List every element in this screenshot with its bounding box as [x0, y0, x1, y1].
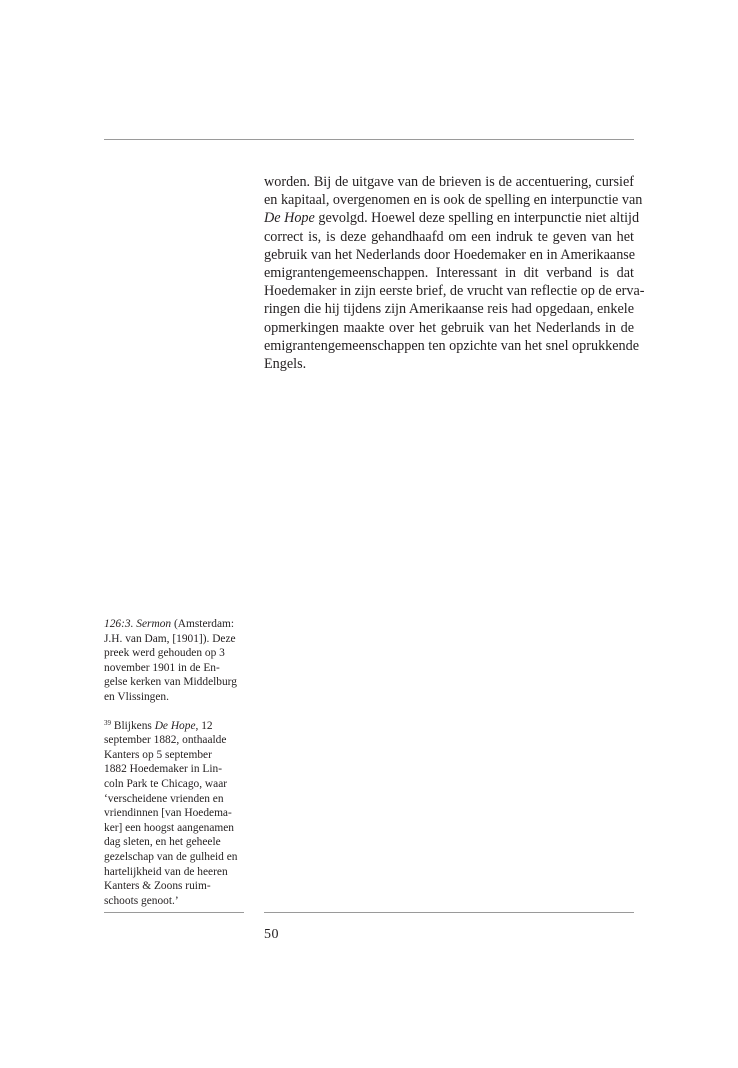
main-body-text	[264, 173, 645, 373]
note-ref: 126:3.	[104, 618, 134, 630]
note-line: Kanters & Zoons ruim-	[104, 880, 211, 893]
note-line: hartelijkheid van de heeren	[104, 865, 228, 878]
body-line: emigrantengemeenschappen ten opzichte van het snel oprukkende	[264, 337, 640, 354]
footer-rule-right	[264, 912, 634, 913]
body-line: correct is, is deze gehandhaafd om een indruk te geven van het	[264, 228, 634, 245]
body-line: Hoedemaker in zijn eerste brief, de vrucht van reflectie op de erva-	[264, 283, 645, 300]
footnote-number: 39	[104, 718, 111, 727]
body-line: ringen die hij tijdens zijn Amerikaanse reis had opgedaan, enkele	[264, 301, 634, 318]
body-line: emigrantengemeenschappen. Interessant in dit verband is dat	[264, 265, 634, 282]
margin-note	[104, 617, 246, 705]
body-line	[264, 209, 640, 227]
note-line: J.H. van Dam, [1901]). Deze	[104, 632, 236, 645]
note-line: schoots genoot.’	[104, 894, 179, 907]
note-title: De Hope	[154, 719, 196, 732]
note-line: september 1882, onthaalde	[104, 734, 227, 747]
note-line: ‘verscheidene vrienden en	[104, 792, 224, 805]
footnote	[104, 716, 246, 909]
body-line: Engels.	[264, 356, 307, 373]
note-line: preek werd gehouden op 3	[104, 647, 225, 660]
note-line: 1882 Hoedemaker in Lin-	[104, 763, 222, 776]
header-rule	[104, 139, 634, 140]
note-line: gezelschap van de gulheid en	[104, 850, 238, 863]
note-line: Kanters op 5 september	[104, 748, 212, 761]
margin-notes	[104, 617, 246, 908]
note-line: gelse kerken van Middelburg	[104, 676, 237, 689]
footer-rule-left	[104, 912, 244, 913]
note-line	[104, 716, 246, 734]
note-line	[104, 617, 246, 632]
italic-title: De Hope	[264, 210, 315, 227]
body-line: opmerkingen maakte over het gebruik van het Nederlands in de	[264, 319, 634, 336]
note-title: Sermon	[136, 618, 172, 630]
body-line-text: gevolgd. Hoewel deze spelling en interpunctie niet altijd	[318, 210, 640, 227]
note-line-text: , 12	[195, 719, 213, 732]
note-line-text: (Amsterdam:	[173, 618, 235, 630]
body-line: worden. Bij de uitgave van de brieven is de accentuering, cursief	[264, 174, 634, 190]
note-line: november 1901 in de En-	[104, 661, 220, 674]
note-line: en Vlissingen.	[104, 690, 169, 703]
note-line: vriendinnen [van Hoedema-	[104, 807, 232, 820]
body-line: gebruik van het Nederlands door Hoedemaker en in Amerikaanse	[264, 246, 636, 263]
page-number: 50	[264, 927, 279, 942]
note-lead: Blijkens	[113, 719, 152, 732]
body-line: en kapitaal, overgenomen en is ook de spelling en interpunctie van	[264, 192, 643, 209]
note-line: coln Park te Chicago, waar	[104, 777, 228, 790]
note-line: dag sleten, en het geheele	[104, 836, 221, 849]
note-line: ker] een hoogst aangenamen	[104, 821, 234, 834]
